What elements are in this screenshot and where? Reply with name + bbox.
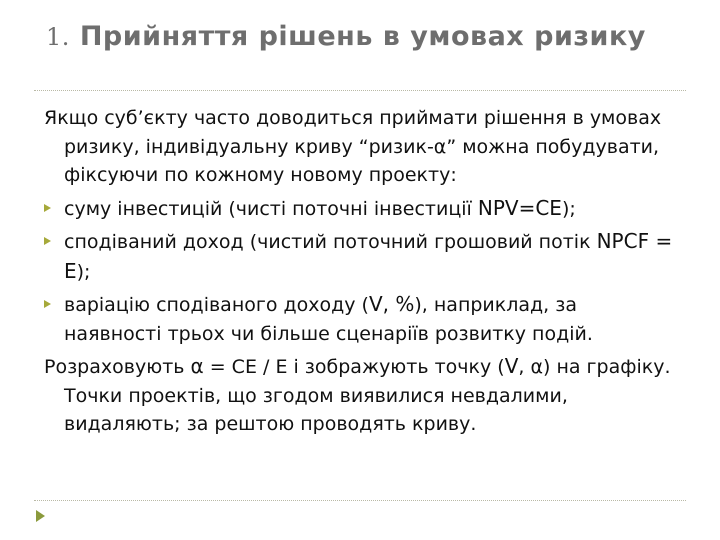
closing-text-c: , α) на графіку. Точки проектів, що згодом виявилися невдалими, видаляють; за рештою проводять криву. bbox=[64, 356, 671, 435]
bullet-text: варіацію сподіваного доходу ( bbox=[64, 294, 369, 316]
bullet-text-end: ); bbox=[561, 197, 576, 220]
next-slide-arrow-icon[interactable] bbox=[36, 510, 45, 522]
bottom-divider bbox=[34, 500, 686, 501]
bullet-text-end: ), наприклад, за наявності трьох чи більше сценаріїв розвитку подій. bbox=[64, 294, 593, 345]
top-divider bbox=[34, 90, 686, 91]
bullet-formula: NPCF = E bbox=[64, 229, 673, 283]
closing-paragraph bbox=[44, 352, 680, 439]
closing-v: V bbox=[504, 354, 519, 378]
bullet-text: сподіваний доход (чистий поточний грошовий потік bbox=[64, 231, 597, 253]
bullet-arrow-icon bbox=[44, 204, 51, 212]
bullet-text-end: ); bbox=[76, 260, 91, 283]
bullet-arrow-icon bbox=[44, 300, 51, 308]
slide-title-number: 1. bbox=[46, 23, 70, 51]
slide-title bbox=[46, 18, 686, 56]
bullet-expected-income bbox=[44, 227, 680, 286]
closing-text-a: Розраховують bbox=[44, 356, 191, 378]
bullet-formula: V, % bbox=[368, 292, 415, 316]
slide-title-text: Прийняття рішень в умовах ризику bbox=[79, 21, 646, 52]
slide-body bbox=[44, 104, 680, 443]
bullet-arrow-icon bbox=[44, 237, 51, 245]
bullet-text: суму інвестицій (чисті поточні інвестиції bbox=[64, 197, 478, 220]
closing-text-b: = CE / E і зображують точку ( bbox=[203, 356, 505, 378]
bullet-investment bbox=[44, 194, 680, 224]
bullet-formula: NPV=CE bbox=[477, 195, 562, 220]
bullet-variation bbox=[44, 290, 680, 348]
intro-paragraph: Якщо суб’єкту часто доводиться приймати рішення в умовах ризику, індивідуальну криву “ризик-α” можна побудувати, фіксуючи по кожному новому проекту: bbox=[44, 107, 662, 186]
closing-alpha: α bbox=[190, 354, 204, 378]
